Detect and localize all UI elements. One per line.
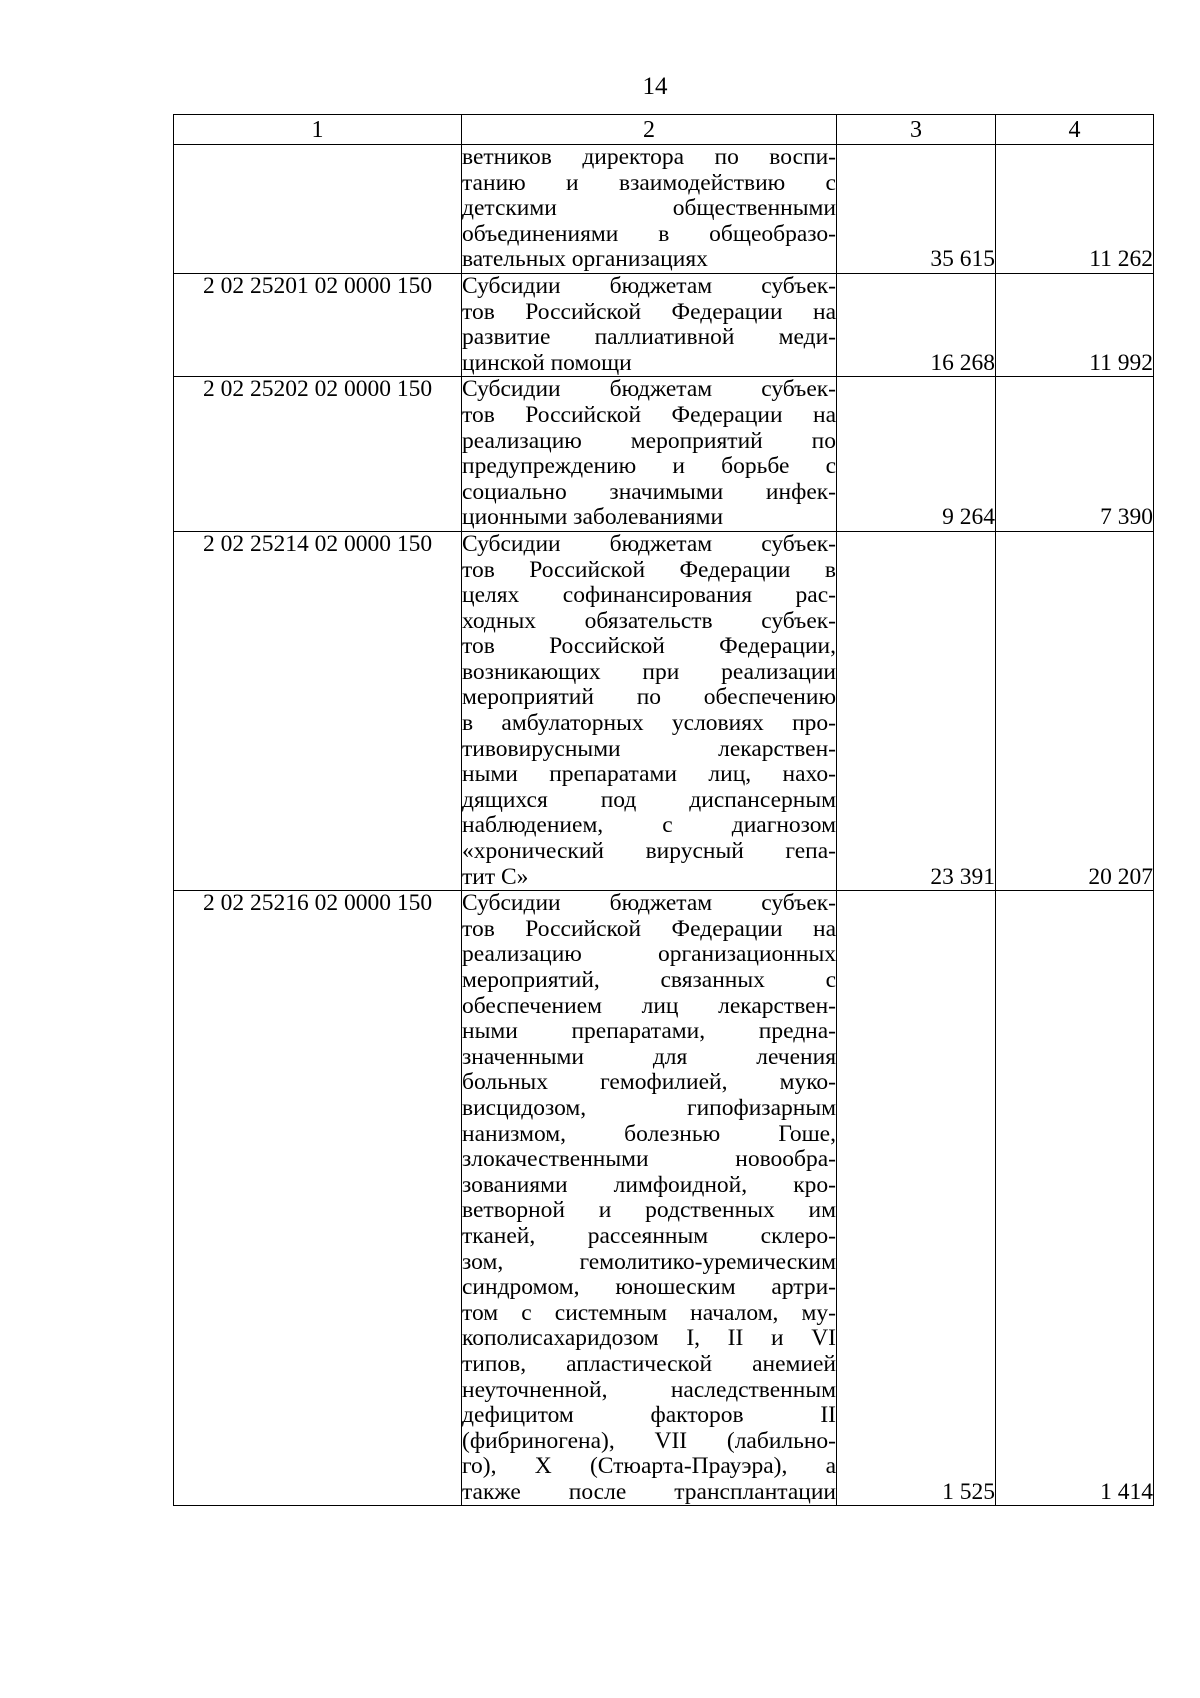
- description-line: кополисахаридозом I, II и VI: [462, 1326, 836, 1352]
- description-line: том с системным началом, му-: [462, 1300, 836, 1326]
- revenue-code-cell: 2 02 25214 02 0000 150: [174, 531, 462, 890]
- description-line: значенными для лечения: [462, 1044, 836, 1070]
- column-header-2: 2: [462, 115, 837, 145]
- description-line: танию и взаимодействию с: [462, 170, 836, 196]
- description-line: тивовирусными лекарствен-: [462, 736, 836, 762]
- description-line: цинской помощи: [462, 350, 632, 376]
- description-line: ходных обязательств субъек-: [462, 608, 836, 634]
- description-line: Субсидии бюджетам субъек-: [462, 377, 836, 403]
- description-line: развитие паллиативной меди-: [462, 325, 836, 351]
- description-line: ными препаратами, предна-: [462, 1019, 836, 1045]
- table-row: [174, 377, 1154, 532]
- table-row: [174, 145, 1154, 274]
- column-number-row: [174, 115, 1154, 145]
- description-line: дящихся под диспансерным: [462, 787, 836, 813]
- description-line: социально значимыми инфек-: [462, 479, 836, 505]
- description-line: больных гемофилией, муко-: [462, 1070, 836, 1096]
- budget-table: [173, 114, 1154, 1506]
- description-line: неуточненной, наследственным: [462, 1377, 836, 1403]
- amount-col3-cell: 23 391: [837, 531, 996, 890]
- column-header-4: 4: [996, 115, 1154, 145]
- table-row: [174, 273, 1154, 376]
- page-number: 14: [642, 73, 668, 100]
- description-line: злокачественными новообра-: [462, 1147, 836, 1173]
- description-line: «хронический вирусный гепа-: [462, 839, 836, 865]
- column-header-1: 1: [174, 115, 462, 145]
- description-line: также после трансплантации: [462, 1479, 836, 1505]
- description-line: типов, апластической анемией: [462, 1351, 836, 1377]
- table-body: [174, 145, 1154, 1506]
- amount-col3-cell: 35 615: [837, 145, 996, 274]
- amount-col4-cell: 20 207: [996, 531, 1154, 890]
- description-line: мероприятий по обеспечению: [462, 685, 836, 711]
- description-line: го), X (Стюарта-Прауэра), а: [462, 1454, 836, 1480]
- description-line: вательных организациях: [462, 247, 708, 273]
- description-line: тов Российской Федерации на: [462, 299, 836, 325]
- amount-col4-cell: 7 390: [996, 377, 1154, 532]
- description-line: реализацию мероприятий по: [462, 428, 836, 454]
- amount-col3-cell: 1 525: [837, 891, 996, 1506]
- description-line: зованиями лимфоидной, кро-: [462, 1172, 836, 1198]
- table-row: [174, 891, 1154, 1506]
- revenue-code-cell: 2 02 25202 02 0000 150: [174, 377, 462, 532]
- description-line: (фибриногена), VII (лабильно-: [462, 1428, 836, 1454]
- revenue-code-cell: [174, 145, 462, 274]
- revenue-code-cell: 2 02 25201 02 0000 150: [174, 273, 462, 376]
- description-line: тканей, рассеянным склеро-: [462, 1223, 836, 1249]
- description-line: ционными заболеваниями: [462, 505, 724, 531]
- description-cell: [462, 273, 837, 376]
- description-cell: [462, 891, 837, 1506]
- description-line: тов Российской Федерации на: [462, 916, 836, 942]
- description-line: целях софинансирования рас-: [462, 583, 836, 609]
- description-line: нанизмом, болезнью Гоше,: [462, 1121, 836, 1147]
- description-line: ными препаратами лиц, нахо-: [462, 762, 836, 788]
- description-line: синдромом, юношеским артри-: [462, 1275, 836, 1301]
- description-cell: [462, 531, 837, 890]
- description-line: висцидозом, гипофизарным: [462, 1095, 836, 1121]
- amount-col4-cell: 11 262: [996, 145, 1154, 274]
- description-line: Субсидии бюджетам субъек-: [462, 273, 836, 299]
- description-line: в амбулаторных условиях про-: [462, 711, 836, 737]
- description-line: тит С»: [462, 864, 529, 890]
- description-line: возникающих при реализации: [462, 659, 836, 685]
- amount-col4-cell: 1 414: [996, 891, 1154, 1506]
- description-cell: [462, 377, 837, 532]
- revenue-code-cell: 2 02 25216 02 0000 150: [174, 891, 462, 1506]
- description-line: детскими общественными: [462, 196, 836, 222]
- description-line: Субсидии бюджетам субъек-: [462, 891, 836, 917]
- amount-col3-cell: 16 268: [837, 273, 996, 376]
- description-line: реализацию организационных: [462, 942, 836, 968]
- description-line: Субсидии бюджетам субъек-: [462, 531, 836, 557]
- column-header-3: 3: [837, 115, 996, 145]
- description-line: тов Российской Федерации,: [462, 634, 836, 660]
- description-line: объединениями в общеобразо-: [462, 221, 836, 247]
- description-line: мероприятий, связанных с: [462, 968, 836, 993]
- description-line: дефицитом факторов II: [462, 1403, 836, 1429]
- description-line: предупреждению и борьбе с: [462, 454, 836, 480]
- description-line: обеспечением лиц лекарствен-: [462, 993, 836, 1019]
- description-line: зом, гемолитико-уремическим: [462, 1249, 836, 1275]
- description-line: наблюдением, с диагнозом: [462, 813, 836, 839]
- amount-col3-cell: 9 264: [837, 377, 996, 532]
- description-line: ветворной и родственных им: [462, 1198, 836, 1224]
- description-line: тов Российской Федерации в: [462, 557, 836, 583]
- description-line: ветников директора по воспи-: [462, 145, 836, 170]
- description-line: тов Российской Федерации на: [462, 402, 836, 428]
- table-row: [174, 531, 1154, 890]
- description-cell: [462, 145, 837, 274]
- amount-col4-cell: 11 992: [996, 273, 1154, 376]
